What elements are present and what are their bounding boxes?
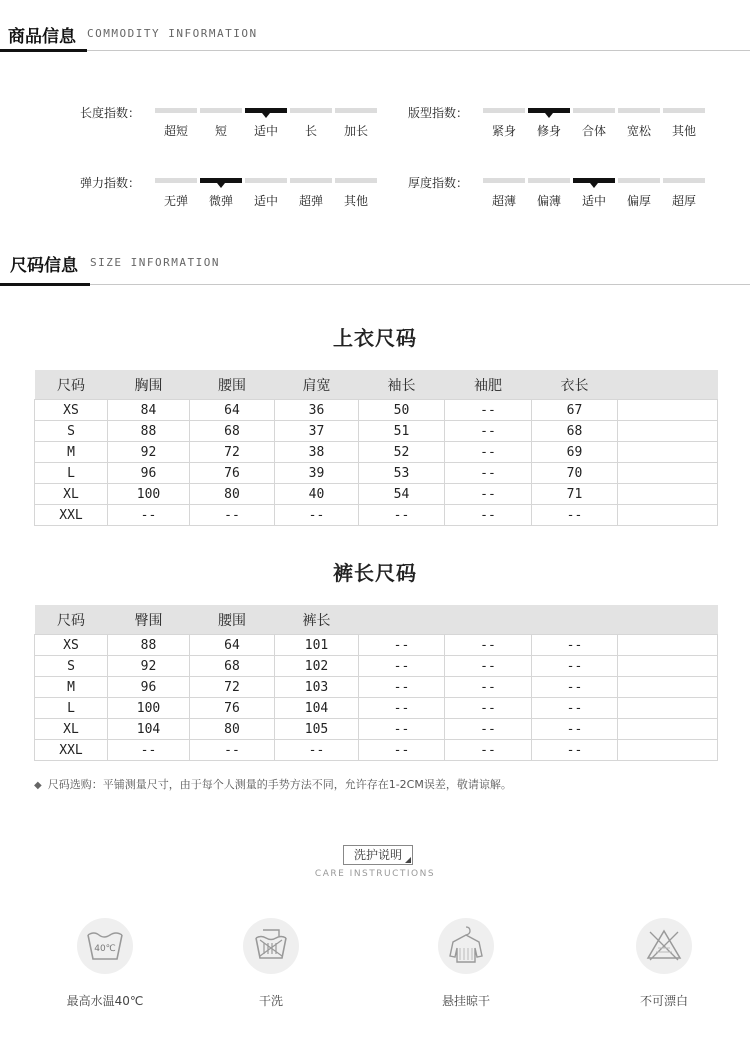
table-cell: -- xyxy=(359,740,445,761)
column-header xyxy=(359,605,445,635)
table-cell: -- xyxy=(445,719,532,740)
diamond-bullet-icon: ◆ xyxy=(34,780,42,791)
care-item-wash-40c xyxy=(45,918,165,1018)
table-cell: 53 xyxy=(359,463,445,484)
index-option: 超短 xyxy=(163,124,188,138)
index-marker-active xyxy=(528,108,570,113)
column-header: 腰围 xyxy=(190,370,275,400)
table-header-row xyxy=(35,370,718,400)
index-segment xyxy=(483,178,525,183)
index-segment xyxy=(573,108,615,113)
table-cell: -- xyxy=(445,677,532,698)
table-cell: -- xyxy=(445,400,532,421)
column-header: 腰围 xyxy=(190,605,275,635)
size-info-title: 尺码信息 xyxy=(10,256,78,276)
table-cell xyxy=(618,656,718,677)
commodity-info-title: 商品信息 xyxy=(8,27,76,47)
column-header xyxy=(618,605,718,635)
index-label: 弹力指数： xyxy=(80,176,141,190)
table-cell: -- xyxy=(445,484,532,505)
care-item-no-bleach xyxy=(604,918,724,1018)
table-cell: 37 xyxy=(275,421,359,442)
table-cell xyxy=(618,719,718,740)
index-marker-active xyxy=(573,178,615,183)
table-cell xyxy=(618,635,718,656)
size-cell: L xyxy=(35,463,108,484)
table-cell: -- xyxy=(445,421,532,442)
table-cell: 102 xyxy=(275,656,359,677)
column-header xyxy=(618,370,718,400)
column-header: 衣长 xyxy=(532,370,618,400)
index-option: 适中 xyxy=(253,124,278,138)
wash-temp-text: 40℃ xyxy=(94,944,116,954)
care-label: 最高水温40℃ xyxy=(66,994,144,1008)
size-cell: M xyxy=(35,677,108,698)
index-marker-active xyxy=(245,108,287,113)
column-header: 袖长 xyxy=(359,370,445,400)
table-cell: 40 xyxy=(275,484,359,505)
table-cell: 38 xyxy=(275,442,359,463)
size-cell: XS xyxy=(35,635,108,656)
table-cell: -- xyxy=(190,505,275,526)
column-header xyxy=(532,605,618,635)
table-cell: -- xyxy=(108,505,190,526)
care-subtitle: CARE INSTRUCTIONS xyxy=(314,869,436,879)
table-cell: 88 xyxy=(108,421,190,442)
table-cell xyxy=(618,740,718,761)
table-cell: -- xyxy=(445,740,532,761)
table-row xyxy=(35,421,718,442)
table-cell: 54 xyxy=(359,484,445,505)
table-cell: 50 xyxy=(359,400,445,421)
table-cell: 68 xyxy=(190,656,275,677)
table-cell xyxy=(618,698,718,719)
table-cell: 100 xyxy=(108,698,190,719)
table-cell: 69 xyxy=(532,442,618,463)
index-segment xyxy=(290,178,332,183)
table-row xyxy=(35,698,718,719)
no-bleach-icon xyxy=(636,918,692,974)
table-row xyxy=(35,740,718,761)
top-size-table xyxy=(34,370,718,526)
table-row xyxy=(35,484,718,505)
table-cell xyxy=(618,463,718,484)
table-cell: 64 xyxy=(190,635,275,656)
table-cell: 101 xyxy=(275,635,359,656)
table-cell: 52 xyxy=(359,442,445,463)
column-header: 裤长 xyxy=(275,605,359,635)
divider xyxy=(0,50,750,51)
table-cell: -- xyxy=(359,719,445,740)
index-label: 版型指数： xyxy=(408,106,469,120)
column-header: 臀围 xyxy=(108,605,190,635)
index-option: 偏厚 xyxy=(626,194,651,208)
table-cell: -- xyxy=(359,505,445,526)
table-row xyxy=(35,505,718,526)
index-segment xyxy=(335,178,377,183)
index-label: 长度指数： xyxy=(80,106,141,120)
size-info-subtitle: SIZE INFORMATION xyxy=(90,256,220,269)
table-cell: -- xyxy=(359,698,445,719)
table-row xyxy=(35,635,718,656)
table-cell: 36 xyxy=(275,400,359,421)
table-cell: -- xyxy=(532,656,618,677)
table-cell: 104 xyxy=(108,719,190,740)
index-segment xyxy=(155,108,197,113)
care-label: 干洗 xyxy=(258,994,283,1008)
table-cell: 84 xyxy=(108,400,190,421)
size-cell: L xyxy=(35,698,108,719)
table-cell: -- xyxy=(532,635,618,656)
care-label: 不可漂白 xyxy=(639,994,688,1008)
table-cell: 92 xyxy=(108,656,190,677)
table-cell: -- xyxy=(532,505,618,526)
table-cell: 67 xyxy=(532,400,618,421)
divider-accent xyxy=(0,283,90,286)
index-segment xyxy=(663,108,705,113)
table-cell: -- xyxy=(532,719,618,740)
table-cell: -- xyxy=(445,463,532,484)
index-option: 紧身 xyxy=(491,124,516,138)
table-cell: -- xyxy=(532,740,618,761)
care-item-hang-dry xyxy=(406,918,526,1018)
index-label: 厚度指数： xyxy=(408,176,469,190)
size-info-header xyxy=(0,251,750,277)
column-header: 袖肥 xyxy=(445,370,532,400)
table-header-row xyxy=(35,605,718,635)
table-cell: 64 xyxy=(190,400,275,421)
index-segment xyxy=(245,178,287,183)
care-item-dry-clean xyxy=(211,918,331,1018)
table-cell: -- xyxy=(532,677,618,698)
table-cell: -- xyxy=(275,505,359,526)
table-cell: 39 xyxy=(275,463,359,484)
table-cell: 96 xyxy=(108,677,190,698)
size-cell: S xyxy=(35,421,108,442)
column-header: 尺码 xyxy=(35,370,108,400)
table-cell: 76 xyxy=(190,698,275,719)
table-row xyxy=(35,463,718,484)
pants-size-title: 裤长尺码 xyxy=(333,561,417,585)
table-cell: 68 xyxy=(190,421,275,442)
index-segment xyxy=(618,108,660,113)
column-header: 肩宽 xyxy=(275,370,359,400)
index-segment xyxy=(663,178,705,183)
size-cell: S xyxy=(35,656,108,677)
commodity-info-subtitle: COMMODITY INFORMATION xyxy=(87,27,258,40)
table-cell: -- xyxy=(275,740,359,761)
table-cell: -- xyxy=(445,505,532,526)
table-cell: 92 xyxy=(108,442,190,463)
size-cell: M xyxy=(35,442,108,463)
pants-size-table xyxy=(34,605,718,761)
table-cell: 104 xyxy=(275,698,359,719)
table-cell: 71 xyxy=(532,484,618,505)
care-label: 悬挂晾干 xyxy=(441,994,490,1008)
size-cell: XL xyxy=(35,484,108,505)
table-cell: -- xyxy=(359,635,445,656)
table-cell: 68 xyxy=(532,421,618,442)
index-option: 修身 xyxy=(536,124,561,138)
divider xyxy=(0,284,750,285)
table-cell: 105 xyxy=(275,719,359,740)
table-cell: -- xyxy=(445,635,532,656)
index-option: 微弹 xyxy=(208,194,233,208)
table-cell xyxy=(618,421,718,442)
index-segment xyxy=(155,178,197,183)
index-option: 适中 xyxy=(581,194,606,208)
size-cell: XL xyxy=(35,719,108,740)
table-row xyxy=(35,719,718,740)
table-cell: 103 xyxy=(275,677,359,698)
table-cell: 72 xyxy=(190,442,275,463)
table-cell: 80 xyxy=(190,484,275,505)
size-cell: XXL xyxy=(35,740,108,761)
index-segment xyxy=(335,108,377,113)
table-row xyxy=(35,400,718,421)
table-cell: -- xyxy=(532,698,618,719)
index-option: 偏薄 xyxy=(536,194,561,208)
index-option: 其他 xyxy=(343,194,368,208)
wash-40c-icon xyxy=(77,918,133,974)
index-option: 超厚 xyxy=(671,194,696,208)
size-note xyxy=(34,776,512,792)
index-option: 无弹 xyxy=(163,194,188,208)
table-cell: 100 xyxy=(108,484,190,505)
table-cell xyxy=(618,442,718,463)
column-header: 胸围 xyxy=(108,370,190,400)
table-row xyxy=(35,656,718,677)
index-segment xyxy=(200,108,242,113)
table-cell: -- xyxy=(445,656,532,677)
index-option: 适中 xyxy=(253,194,278,208)
size-cell: XXL xyxy=(35,505,108,526)
index-option: 合体 xyxy=(581,124,606,138)
table-cell: -- xyxy=(108,740,190,761)
commodity-info-header xyxy=(0,22,750,48)
care-title xyxy=(343,845,413,865)
index-segment xyxy=(483,108,525,113)
table-cell: -- xyxy=(445,698,532,719)
table-cell: 96 xyxy=(108,463,190,484)
divider-accent xyxy=(0,49,87,52)
column-header xyxy=(445,605,532,635)
size-note-text: 尺码选购：平铺测量尺寸，由于每个人测量的手势方法不同，允许存在1-2CM误差，敬请谅解。 xyxy=(47,778,512,791)
table-cell: 70 xyxy=(532,463,618,484)
table-cell xyxy=(618,505,718,526)
table-row xyxy=(35,677,718,698)
index-segment xyxy=(618,178,660,183)
corner-triangle-icon xyxy=(405,857,411,863)
table-row xyxy=(35,442,718,463)
table-cell: -- xyxy=(359,656,445,677)
table-cell: 80 xyxy=(190,719,275,740)
table-cell: 76 xyxy=(190,463,275,484)
table-cell: -- xyxy=(445,442,532,463)
index-segment xyxy=(290,108,332,113)
index-option: 超弹 xyxy=(298,194,323,208)
table-cell: -- xyxy=(359,677,445,698)
index-marker-active xyxy=(200,178,242,183)
index-option: 其他 xyxy=(671,124,696,138)
hang-dry-icon xyxy=(438,918,494,974)
top-size-title: 上衣尺码 xyxy=(333,326,417,350)
size-cell: XS xyxy=(35,400,108,421)
table-cell xyxy=(618,484,718,505)
table-cell xyxy=(618,400,718,421)
index-option: 宽松 xyxy=(626,124,651,138)
table-cell: 51 xyxy=(359,421,445,442)
table-cell: -- xyxy=(190,740,275,761)
index-option: 超薄 xyxy=(491,194,516,208)
care-title-text: 洗护说明 xyxy=(353,848,402,862)
index-option: 加长 xyxy=(343,124,368,138)
dry-clean-icon xyxy=(243,918,299,974)
table-cell xyxy=(618,677,718,698)
index-segment xyxy=(528,178,570,183)
table-cell: 88 xyxy=(108,635,190,656)
index-option: 短 xyxy=(214,124,227,138)
column-header: 尺码 xyxy=(35,605,108,635)
index-option: 长 xyxy=(304,124,317,138)
table-cell: 72 xyxy=(190,677,275,698)
